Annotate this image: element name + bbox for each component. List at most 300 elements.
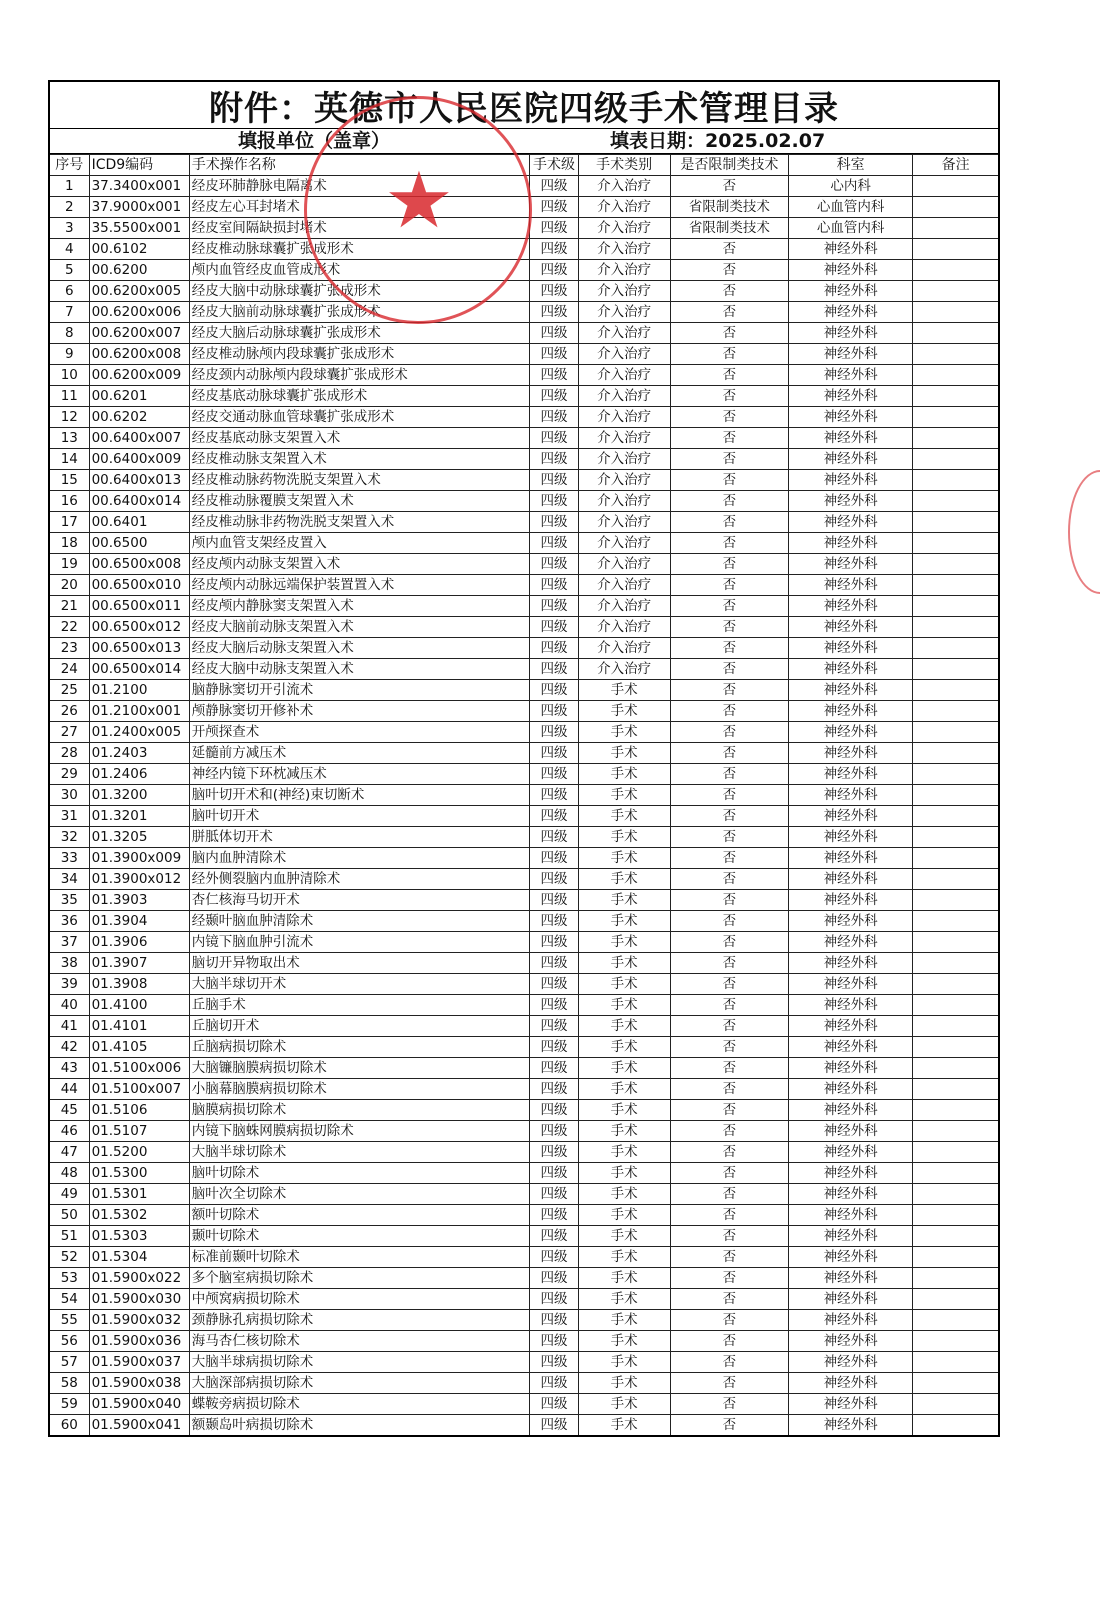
cell-surgery-category: 手术 xyxy=(578,1205,670,1226)
header-remarks: 备注 xyxy=(913,155,999,176)
cell-remarks xyxy=(913,386,999,407)
cell-surgery-category: 介入治疗 xyxy=(578,323,670,344)
cell-seq: 14 xyxy=(49,449,89,470)
cell-surgery-level: 四级 xyxy=(530,995,578,1016)
table-row xyxy=(49,1163,999,1184)
cell-department: 神经外科 xyxy=(789,680,913,701)
cell-icd9-code: 01.3205 xyxy=(89,827,189,848)
cell-procedure-name: 海马杏仁核切除术 xyxy=(189,1331,530,1352)
cell-remarks xyxy=(913,806,999,827)
cell-department: 心血管内科 xyxy=(789,218,913,239)
cell-remarks xyxy=(913,491,999,512)
cell-icd9-code: 00.6400x013 xyxy=(89,470,189,491)
cell-remarks xyxy=(913,869,999,890)
cell-remarks xyxy=(913,701,999,722)
cell-seq: 47 xyxy=(49,1142,89,1163)
cell-procedure-name: 内镜下脑蛛网膜病损切除术 xyxy=(189,1121,530,1142)
table-row xyxy=(49,911,999,932)
cell-seq: 44 xyxy=(49,1079,89,1100)
cell-icd9-code: 00.6400x014 xyxy=(89,491,189,512)
cell-surgery-category: 手术 xyxy=(578,1310,670,1331)
cell-seq: 41 xyxy=(49,1016,89,1037)
cell-procedure-name: 经皮大脑前动脉球囊扩张成形术 xyxy=(189,302,530,323)
cell-remarks xyxy=(913,764,999,785)
cell-icd9-code: 01.2406 xyxy=(89,764,189,785)
cell-seq: 8 xyxy=(49,323,89,344)
cell-icd9-code: 00.6500 xyxy=(89,533,189,554)
cell-department: 神经外科 xyxy=(789,1310,913,1331)
cell-icd9-code: 01.5900x022 xyxy=(89,1268,189,1289)
cell-seq: 33 xyxy=(49,848,89,869)
cell-restricted-tech: 否 xyxy=(670,176,788,197)
cell-remarks xyxy=(913,1121,999,1142)
cell-procedure-name: 开颅探查术 xyxy=(189,722,530,743)
cell-surgery-level: 四级 xyxy=(530,1016,578,1037)
cell-surgery-category: 手术 xyxy=(578,890,670,911)
table-row xyxy=(49,491,999,512)
surgery-catalog-table xyxy=(48,154,1000,1437)
table-row xyxy=(49,617,999,638)
cell-restricted-tech: 否 xyxy=(670,953,788,974)
cell-remarks xyxy=(913,848,999,869)
table-row xyxy=(49,1310,999,1331)
cell-surgery-level: 四级 xyxy=(530,722,578,743)
cell-procedure-name: 中颅窝病损切除术 xyxy=(189,1289,530,1310)
cell-department: 心内科 xyxy=(789,176,913,197)
table-row xyxy=(49,785,999,806)
cell-seq: 36 xyxy=(49,911,89,932)
cell-department: 神经外科 xyxy=(789,596,913,617)
table-row xyxy=(49,1373,999,1394)
cell-department: 神经外科 xyxy=(789,1121,913,1142)
cell-icd9-code: 01.3907 xyxy=(89,953,189,974)
cell-department: 神经外科 xyxy=(789,1289,913,1310)
cell-surgery-level: 四级 xyxy=(530,848,578,869)
cell-department: 神经外科 xyxy=(789,260,913,281)
cell-icd9-code: 01.5301 xyxy=(89,1184,189,1205)
cell-surgery-category: 手术 xyxy=(578,680,670,701)
cell-icd9-code: 00.6500x013 xyxy=(89,638,189,659)
cell-procedure-name: 经皮椎动脉覆膜支架置入术 xyxy=(189,491,530,512)
cell-surgery-category: 介入治疗 xyxy=(578,491,670,512)
cell-seq: 5 xyxy=(49,260,89,281)
cell-department: 神经外科 xyxy=(789,344,913,365)
cell-icd9-code: 01.5106 xyxy=(89,1100,189,1121)
cell-seq: 20 xyxy=(49,575,89,596)
table-row xyxy=(49,218,999,239)
cell-icd9-code: 01.5100x007 xyxy=(89,1079,189,1100)
cell-seq: 3 xyxy=(49,218,89,239)
cell-department: 神经外科 xyxy=(789,1352,913,1373)
cell-restricted-tech: 否 xyxy=(670,470,788,491)
cell-department: 神经外科 xyxy=(789,764,913,785)
table-row xyxy=(49,743,999,764)
cell-surgery-category: 手术 xyxy=(578,1352,670,1373)
cell-restricted-tech: 否 xyxy=(670,743,788,764)
cell-seq: 9 xyxy=(49,344,89,365)
cell-remarks xyxy=(913,932,999,953)
cell-procedure-name: 大脑半球切除术 xyxy=(189,1142,530,1163)
cell-surgery-level: 四级 xyxy=(530,197,578,218)
cell-surgery-category: 手术 xyxy=(578,1016,670,1037)
cell-surgery-level: 四级 xyxy=(530,1310,578,1331)
cell-remarks xyxy=(913,407,999,428)
cell-seq: 27 xyxy=(49,722,89,743)
cell-surgery-category: 手术 xyxy=(578,1268,670,1289)
table-row xyxy=(49,827,999,848)
cell-restricted-tech: 否 xyxy=(670,512,788,533)
cell-surgery-category: 介入治疗 xyxy=(578,176,670,197)
cell-seq: 48 xyxy=(49,1163,89,1184)
cell-surgery-category: 手术 xyxy=(578,1058,670,1079)
cell-procedure-name: 经皮颈内动脉颅内段球囊扩张成形术 xyxy=(189,365,530,386)
cell-restricted-tech: 否 xyxy=(670,1352,788,1373)
cell-department: 神经外科 xyxy=(789,995,913,1016)
cell-surgery-category: 手术 xyxy=(578,806,670,827)
cell-surgery-category: 介入治疗 xyxy=(578,575,670,596)
cell-icd9-code: 00.6201 xyxy=(89,386,189,407)
header-surgery-category: 手术类别 xyxy=(578,155,670,176)
cell-department: 神经外科 xyxy=(789,449,913,470)
cell-procedure-name: 经皮颅内静脉窦支架置入术 xyxy=(189,596,530,617)
cell-procedure-name: 大脑镰脑膜病损切除术 xyxy=(189,1058,530,1079)
cell-seq: 49 xyxy=(49,1184,89,1205)
cell-department: 神经外科 xyxy=(789,743,913,764)
cell-surgery-level: 四级 xyxy=(530,449,578,470)
cell-seq: 26 xyxy=(49,701,89,722)
cell-procedure-name: 经皮基底动脉支架置入术 xyxy=(189,428,530,449)
cell-seq: 32 xyxy=(49,827,89,848)
cell-icd9-code: 01.5304 xyxy=(89,1247,189,1268)
cell-remarks xyxy=(913,1247,999,1268)
cell-procedure-name: 脑内血肿清除术 xyxy=(189,848,530,869)
cell-surgery-category: 手术 xyxy=(578,1373,670,1394)
cell-surgery-level: 四级 xyxy=(530,470,578,491)
cell-department: 神经外科 xyxy=(789,1226,913,1247)
cell-surgery-category: 介入治疗 xyxy=(578,260,670,281)
cell-department: 神经外科 xyxy=(789,1163,913,1184)
cell-surgery-level: 四级 xyxy=(530,1289,578,1310)
cell-restricted-tech: 否 xyxy=(670,491,788,512)
cell-restricted-tech: 否 xyxy=(670,239,788,260)
table-row xyxy=(49,680,999,701)
cell-surgery-level: 四级 xyxy=(530,407,578,428)
cell-surgery-category: 手术 xyxy=(578,869,670,890)
cell-seq: 54 xyxy=(49,1289,89,1310)
cell-remarks xyxy=(913,365,999,386)
cell-department: 神经外科 xyxy=(789,554,913,575)
table-row xyxy=(49,1415,999,1437)
cell-remarks xyxy=(913,1058,999,1079)
header-restricted-tech: 是否限制类技术 xyxy=(670,155,788,176)
cell-restricted-tech: 否 xyxy=(670,1226,788,1247)
cell-restricted-tech: 否 xyxy=(670,386,788,407)
cell-surgery-category: 手术 xyxy=(578,1142,670,1163)
cell-surgery-category: 介入治疗 xyxy=(578,302,670,323)
table-row xyxy=(49,239,999,260)
cell-procedure-name: 蝶鞍旁病损切除术 xyxy=(189,1394,530,1415)
cell-seq: 21 xyxy=(49,596,89,617)
cell-department: 神经外科 xyxy=(789,848,913,869)
cell-seq: 12 xyxy=(49,407,89,428)
table-row xyxy=(49,596,999,617)
cell-restricted-tech: 否 xyxy=(670,848,788,869)
cell-surgery-level: 四级 xyxy=(530,218,578,239)
cell-surgery-level: 四级 xyxy=(530,1121,578,1142)
cell-seq: 58 xyxy=(49,1373,89,1394)
cell-surgery-category: 手术 xyxy=(578,1037,670,1058)
cell-remarks xyxy=(913,1079,999,1100)
cell-surgery-level: 四级 xyxy=(530,491,578,512)
cell-restricted-tech: 否 xyxy=(670,365,788,386)
cell-icd9-code: 01.4105 xyxy=(89,1037,189,1058)
cell-icd9-code: 01.2403 xyxy=(89,743,189,764)
table-row xyxy=(49,428,999,449)
header-procedure-name: 手术操作名称 xyxy=(189,155,530,176)
cell-surgery-level: 四级 xyxy=(530,932,578,953)
cell-surgery-level: 四级 xyxy=(530,617,578,638)
cell-icd9-code: 01.3200 xyxy=(89,785,189,806)
cell-department: 神经外科 xyxy=(789,470,913,491)
cell-procedure-name: 经皮颅内动脉远端保护装置置入术 xyxy=(189,575,530,596)
cell-procedure-name: 颈静脉孔病损切除术 xyxy=(189,1310,530,1331)
cell-procedure-name: 颞叶切除术 xyxy=(189,1226,530,1247)
cell-seq: 37 xyxy=(49,932,89,953)
table-row xyxy=(49,512,999,533)
filing-date-label: 填表日期：2025.02.07 xyxy=(610,130,826,152)
cell-icd9-code: 00.6500x012 xyxy=(89,617,189,638)
cell-remarks xyxy=(913,1394,999,1415)
cell-surgery-category: 介入治疗 xyxy=(578,449,670,470)
cell-surgery-category: 介入治疗 xyxy=(578,512,670,533)
cell-department: 神经外科 xyxy=(789,1142,913,1163)
document-title: 附件：英德市人民医院四级手术管理目录 xyxy=(48,80,1000,129)
cell-surgery-level: 四级 xyxy=(530,596,578,617)
cell-restricted-tech: 否 xyxy=(670,1100,788,1121)
filing-unit-label: 填报单位（盖章） xyxy=(238,130,391,152)
cell-remarks xyxy=(913,785,999,806)
cell-remarks xyxy=(913,1205,999,1226)
table-row xyxy=(49,365,999,386)
table-row xyxy=(49,575,999,596)
cell-procedure-name: 颅内血管支架经皮置入 xyxy=(189,533,530,554)
table-row xyxy=(49,470,999,491)
table-row xyxy=(49,638,999,659)
cell-restricted-tech: 否 xyxy=(670,722,788,743)
cell-seq: 17 xyxy=(49,512,89,533)
edge-seal-mark xyxy=(1068,470,1100,594)
cell-surgery-level: 四级 xyxy=(530,1226,578,1247)
cell-restricted-tech: 否 xyxy=(670,659,788,680)
cell-department: 神经外科 xyxy=(789,1100,913,1121)
cell-department: 神经外科 xyxy=(789,1331,913,1352)
cell-restricted-tech: 否 xyxy=(670,596,788,617)
cell-surgery-level: 四级 xyxy=(530,1331,578,1352)
cell-department: 神经外科 xyxy=(789,1079,913,1100)
cell-restricted-tech: 否 xyxy=(670,701,788,722)
cell-seq: 18 xyxy=(49,533,89,554)
cell-surgery-category: 介入治疗 xyxy=(578,554,670,575)
cell-surgery-level: 四级 xyxy=(530,1373,578,1394)
cell-surgery-category: 手术 xyxy=(578,1226,670,1247)
cell-department: 神经外科 xyxy=(789,1247,913,1268)
cell-department: 神经外科 xyxy=(789,386,913,407)
cell-restricted-tech: 否 xyxy=(670,1163,788,1184)
cell-procedure-name: 经皮颅内动脉支架置入术 xyxy=(189,554,530,575)
cell-icd9-code: 01.5900x041 xyxy=(89,1415,189,1437)
cell-remarks xyxy=(913,743,999,764)
cell-department: 神经外科 xyxy=(789,638,913,659)
cell-procedure-name: 经皮室间隔缺损封堵术 xyxy=(189,218,530,239)
cell-procedure-name: 脑切开异物取出术 xyxy=(189,953,530,974)
cell-icd9-code: 01.3904 xyxy=(89,911,189,932)
cell-remarks xyxy=(913,533,999,554)
cell-procedure-name: 额颞岛叶病损切除术 xyxy=(189,1415,530,1437)
cell-remarks xyxy=(913,1163,999,1184)
cell-seq: 30 xyxy=(49,785,89,806)
cell-surgery-category: 介入治疗 xyxy=(578,617,670,638)
cell-procedure-name: 胼胝体切开术 xyxy=(189,827,530,848)
cell-department: 神经外科 xyxy=(789,365,913,386)
cell-icd9-code: 00.6200x006 xyxy=(89,302,189,323)
cell-surgery-level: 四级 xyxy=(530,1163,578,1184)
cell-department: 神经外科 xyxy=(789,281,913,302)
cell-procedure-name: 延髓前方减压术 xyxy=(189,743,530,764)
cell-procedure-name: 脑叶切开术和(神经)束切断术 xyxy=(189,785,530,806)
table-row xyxy=(49,848,999,869)
cell-restricted-tech: 否 xyxy=(670,1394,788,1415)
cell-procedure-name: 多个脑室病损切除术 xyxy=(189,1268,530,1289)
cell-surgery-level: 四级 xyxy=(530,386,578,407)
cell-department: 神经外科 xyxy=(789,1415,913,1437)
cell-restricted-tech: 否 xyxy=(670,932,788,953)
cell-surgery-category: 手术 xyxy=(578,1121,670,1142)
cell-surgery-category: 介入治疗 xyxy=(578,428,670,449)
cell-department: 神经外科 xyxy=(789,1394,913,1415)
table-row xyxy=(49,407,999,428)
cell-icd9-code: 00.6202 xyxy=(89,407,189,428)
cell-icd9-code: 01.5900x037 xyxy=(89,1352,189,1373)
cell-surgery-level: 四级 xyxy=(530,785,578,806)
cell-icd9-code: 01.5302 xyxy=(89,1205,189,1226)
table-row xyxy=(49,764,999,785)
cell-restricted-tech: 否 xyxy=(670,890,788,911)
cell-procedure-name: 额叶切除术 xyxy=(189,1205,530,1226)
cell-surgery-level: 四级 xyxy=(530,281,578,302)
cell-surgery-level: 四级 xyxy=(530,764,578,785)
cell-procedure-name: 经皮大脑中动脉支架置入术 xyxy=(189,659,530,680)
cell-icd9-code: 00.6200x007 xyxy=(89,323,189,344)
cell-surgery-category: 手术 xyxy=(578,1100,670,1121)
cell-icd9-code: 00.6500x008 xyxy=(89,554,189,575)
cell-surgery-level: 四级 xyxy=(530,1247,578,1268)
cell-restricted-tech: 否 xyxy=(670,680,788,701)
table-row xyxy=(49,806,999,827)
cell-remarks xyxy=(913,1226,999,1247)
cell-department: 神经外科 xyxy=(789,512,913,533)
cell-procedure-name: 经皮大脑前动脉支架置入术 xyxy=(189,617,530,638)
cell-procedure-name: 脑叶切除术 xyxy=(189,1163,530,1184)
cell-remarks xyxy=(913,176,999,197)
cell-department: 神经外科 xyxy=(789,953,913,974)
cell-surgery-level: 四级 xyxy=(530,1352,578,1373)
cell-icd9-code: 00.6200x008 xyxy=(89,344,189,365)
cell-remarks xyxy=(913,575,999,596)
cell-department: 神经外科 xyxy=(789,428,913,449)
cell-surgery-level: 四级 xyxy=(530,806,578,827)
cell-surgery-category: 介入治疗 xyxy=(578,638,670,659)
cell-procedure-name: 经皮大脑后动脉支架置入术 xyxy=(189,638,530,659)
cell-department: 神经外科 xyxy=(789,1016,913,1037)
cell-procedure-name: 大脑半球切开术 xyxy=(189,974,530,995)
cell-icd9-code: 00.6500x011 xyxy=(89,596,189,617)
cell-surgery-category: 手术 xyxy=(578,1415,670,1437)
cell-remarks xyxy=(913,470,999,491)
table-row xyxy=(49,701,999,722)
cell-icd9-code: 01.5300 xyxy=(89,1163,189,1184)
cell-procedure-name: 丘脑切开术 xyxy=(189,1016,530,1037)
cell-seq: 53 xyxy=(49,1268,89,1289)
cell-seq: 25 xyxy=(49,680,89,701)
cell-seq: 1 xyxy=(49,176,89,197)
table-row xyxy=(49,1226,999,1247)
cell-icd9-code: 01.5900x030 xyxy=(89,1289,189,1310)
table-row xyxy=(49,302,999,323)
cell-procedure-name: 经皮椎动脉颅内段球囊扩张成形术 xyxy=(189,344,530,365)
cell-icd9-code: 01.3906 xyxy=(89,932,189,953)
cell-seq: 16 xyxy=(49,491,89,512)
cell-remarks xyxy=(913,260,999,281)
cell-remarks xyxy=(913,617,999,638)
cell-icd9-code: 00.6401 xyxy=(89,512,189,533)
cell-icd9-code: 01.5900x036 xyxy=(89,1331,189,1352)
cell-surgery-category: 介入治疗 xyxy=(578,365,670,386)
cell-department: 神经外科 xyxy=(789,575,913,596)
cell-surgery-level: 四级 xyxy=(530,428,578,449)
cell-surgery-category: 介入治疗 xyxy=(578,470,670,491)
cell-procedure-name: 经皮椎动脉支架置入术 xyxy=(189,449,530,470)
table-row xyxy=(49,197,999,218)
cell-restricted-tech: 否 xyxy=(670,1079,788,1100)
cell-restricted-tech: 否 xyxy=(670,1373,788,1394)
header-info-row xyxy=(48,129,1000,154)
cell-surgery-level: 四级 xyxy=(530,533,578,554)
cell-department: 神经外科 xyxy=(789,407,913,428)
table-row xyxy=(49,1100,999,1121)
cell-department: 神经外科 xyxy=(789,911,913,932)
cell-procedure-name: 经皮椎动脉球囊扩张成形术 xyxy=(189,239,530,260)
cell-department: 神经外科 xyxy=(789,239,913,260)
cell-restricted-tech: 否 xyxy=(670,260,788,281)
cell-surgery-category: 介入治疗 xyxy=(578,386,670,407)
cell-restricted-tech: 否 xyxy=(670,1016,788,1037)
table-row xyxy=(49,554,999,575)
cell-seq: 35 xyxy=(49,890,89,911)
cell-restricted-tech: 否 xyxy=(670,407,788,428)
star-icon: ★ xyxy=(384,156,454,246)
cell-remarks xyxy=(913,1100,999,1121)
header-icd9-code: ICD9编码 xyxy=(89,155,189,176)
cell-icd9-code: 00.6102 xyxy=(89,239,189,260)
cell-surgery-category: 手术 xyxy=(578,911,670,932)
cell-procedure-name: 脑叶次全切除术 xyxy=(189,1184,530,1205)
table-row xyxy=(49,323,999,344)
cell-surgery-category: 手术 xyxy=(578,848,670,869)
cell-department: 神经外科 xyxy=(789,722,913,743)
table-row xyxy=(49,1205,999,1226)
cell-icd9-code: 01.5107 xyxy=(89,1121,189,1142)
cell-department: 神经外科 xyxy=(789,785,913,806)
